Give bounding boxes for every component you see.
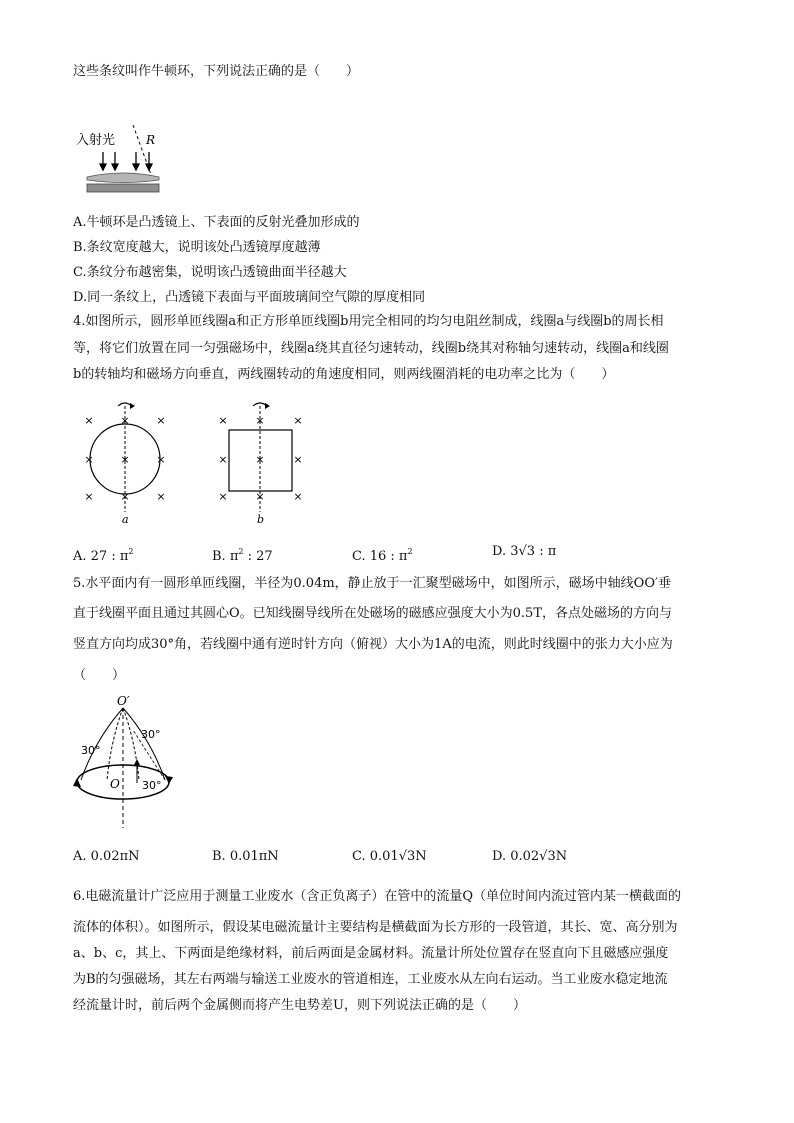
q4-figure (73, 400, 323, 528)
q4-stem-line-3: b的转轴均和磁场方向垂直，两线圈转动的角速度相同，则两线圈消耗的电功率之比为（ ） (73, 367, 615, 382)
q6-stem-line-1: 6.电磁流量计广泛应用于测量工业废水（含正负离子）在管中的流量Q（单位时间内流过管内某一横截面的 (73, 889, 682, 904)
q3-option-b: B.条纹宽度越大，说明该处凸透镜厚度越薄 (73, 240, 321, 255)
svg-text:×: × (293, 414, 303, 427)
current-arrow-right (165, 776, 173, 784)
svg-text:×: × (156, 453, 166, 466)
svg-text:×: × (84, 414, 94, 427)
q5-stem-line-3: 竖直方向均成30°角，若线圈中通有逆时针方向（俯视）大小为1A的电流，则此时线圈中的张力大小应为 (73, 637, 673, 652)
svg-text:×: × (84, 490, 94, 503)
q3-option-a: A.牛顿环是凸透镜上、下表面的反射光叠加形成的 (73, 215, 360, 230)
q5-option-b: B. 0.01πN (212, 849, 279, 864)
q5-stem-line-2: 直于线圈平面且通过其圆心O。已知线圈导线所在处磁场的磁感应强度大小为0.5T，各点处磁场的方向与 (73, 606, 673, 621)
flat-glass-plate (87, 184, 159, 192)
radius-r-label: R (146, 133, 156, 147)
q6-stem-line-3: a、b、c，其上、下两面是绝缘材料，前后两面是金属材料。流量计所处位置存在竖直向下且磁感应强度 (73, 946, 669, 961)
coil-b-label: b (257, 513, 265, 526)
o-prime-label: O′ (117, 694, 130, 708)
coil-a-label: a (122, 513, 129, 526)
q5-option-a: A. 0.02πN (73, 849, 140, 864)
svg-text:×: × (120, 490, 130, 503)
svg-text:×: × (293, 453, 303, 466)
q4-option-b: B. $\pi^2$ : 27 (212, 547, 273, 564)
svg-text:×: × (255, 490, 265, 503)
rotation-arrow-a (118, 403, 132, 406)
convex-lens (87, 173, 159, 183)
current-arrow-left (73, 778, 81, 787)
incident-light-label: 入射光 (76, 133, 116, 148)
q4-stem-line-1: 4.如图所示，圆形单匝线圈a和正方形单匝线圈b用完全相同的均匀电阻丝制成，线圈a与线圈b的周长相 (73, 314, 664, 329)
field-line-right-outer (123, 708, 165, 780)
field-line-left-inner (107, 708, 123, 780)
svg-text:×: × (156, 490, 166, 503)
q6-stem-line-4: 为B的匀强磁场，其左右两端与输送工业废水的管道相连，工业废水从左向右运动。当工业废水稳定地流 (73, 972, 668, 987)
q3-option-d: D.同一条纹上，凸透镜下表面与平面玻璃间空气隙的厚度相同 (73, 290, 426, 305)
q4-stem-line-2: 等，将它们放置在同一匀强磁场中，线圈a绕其直径匀速转动，线圈b绕其对称轴匀速转动，线圈a和线圈 (73, 341, 669, 356)
q4-option-c: C. 16 : $\pi^2$ (352, 547, 413, 564)
svg-text:×: × (218, 490, 228, 503)
newton-ring-figure (73, 122, 173, 198)
svg-text:×: × (120, 414, 130, 427)
svg-text:×: × (218, 453, 228, 466)
svg-text:×: × (293, 490, 303, 503)
q3-stem: 这些条纹叫作牛顿环，下列说法正确的是（ ） (73, 64, 360, 79)
q5-option-c: C. 0.01√3N (352, 849, 427, 864)
q3-option-c: C.条纹分布越密集，说明该凸透镜曲面半径越大 (73, 265, 347, 280)
angle-right-label: 30° (141, 728, 161, 741)
angle-left-label: 30° (81, 744, 101, 757)
q5-option-d: D. 0.02√3N (492, 849, 568, 864)
angle-bottom-label: 30° (142, 779, 162, 792)
rotation-arrow-b (253, 403, 267, 406)
q4-option-a: A. 27 : $\pi^2$ (73, 547, 134, 564)
svg-text:×: × (156, 414, 166, 427)
svg-text:×: × (255, 414, 265, 427)
q5-stem-line-1: 5.水平面内有一圆形单匝线圈，半径为0.04m，静止放于一汇聚型磁场中，如图所示，磁场中轴线OO′垂 (73, 576, 671, 591)
q6-stem-line-5: 经流量计时，前后两个金属侧而将产生电势差U，则下列说法正确的是（ ） (73, 998, 526, 1013)
svg-text:×: × (218, 414, 228, 427)
svg-text:×: × (255, 453, 265, 466)
q6-stem-line-2: 流体的体积）。如图所示，假设某电磁流量计主要结构是横截面为长方形的一段管道，其长、宽、高分别为 (73, 920, 678, 935)
q5-stem-line-4: （ ） (73, 668, 126, 683)
q4-option-d: D. 3√3 : π (492, 544, 557, 559)
svg-text:×: × (120, 453, 130, 466)
svg-text:×: × (84, 453, 94, 466)
center-o-label: O (110, 777, 120, 791)
q5-figure (73, 690, 183, 830)
